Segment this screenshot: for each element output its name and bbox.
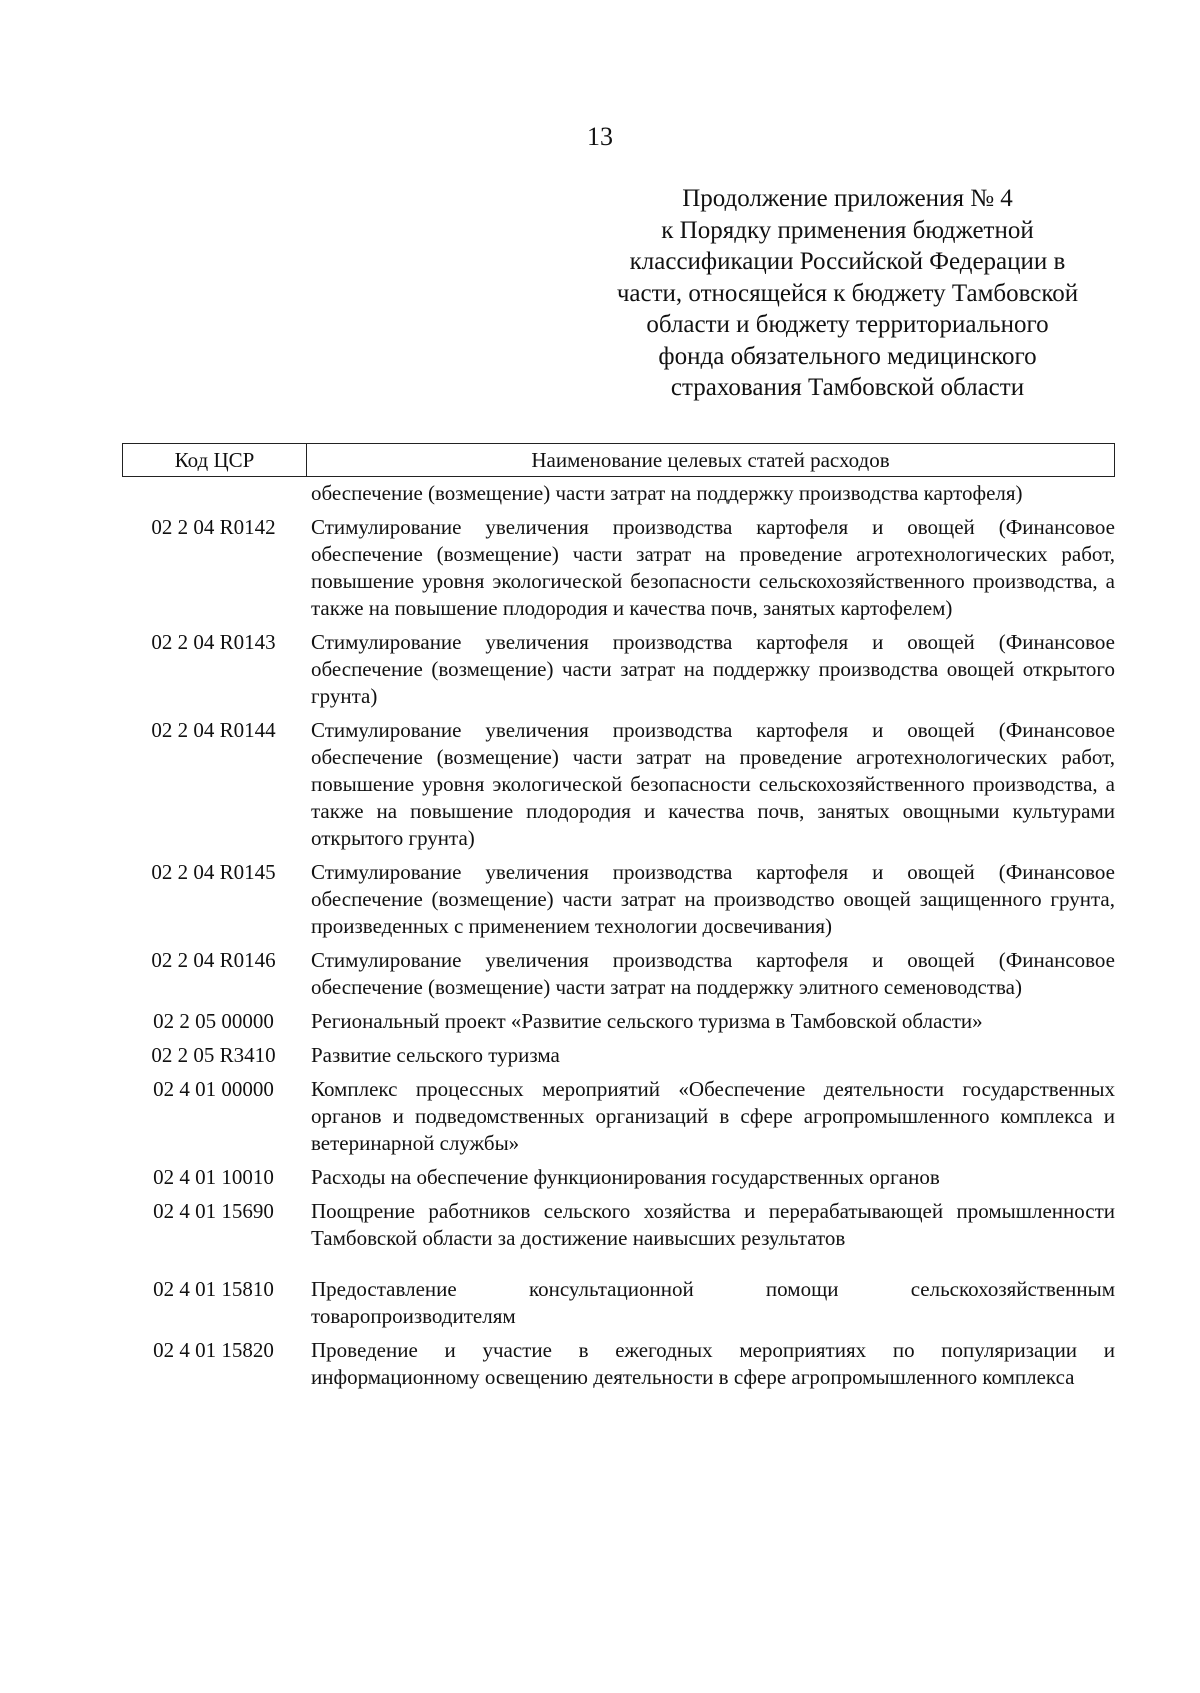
row-code: 02 4 01 10010 <box>153 1165 274 1189</box>
column-header-code: Код ЦСР <box>123 444 307 476</box>
row-code: 02 2 04 R0144 <box>151 718 276 742</box>
table-row <box>122 1276 1115 1330</box>
table-row <box>122 514 1115 622</box>
row-code: 02 2 05 00000 <box>153 1009 274 1033</box>
row-name: Развитие сельского туризма <box>311 1043 560 1067</box>
table-row <box>122 1198 1115 1252</box>
table-row <box>122 480 1115 507</box>
row-name: Проведение и участие в ежегодных мероприятиях по популяризации и информационному освещению деятельности в сфере агропромышленного комплекса <box>311 1338 1115 1389</box>
row-code: 02 2 04 R0145 <box>151 860 276 884</box>
page-number: 13 <box>587 122 613 151</box>
appendix-header-line: части, относящейся к бюджету Тамбовской <box>616 279 1079 307</box>
table-body <box>122 480 1115 1398</box>
row-code: 02 4 01 15690 <box>153 1199 274 1223</box>
row-code: 02 4 01 15820 <box>153 1338 274 1362</box>
column-header-name: Наименование целевых статей расходов <box>531 447 890 472</box>
row-name: Стимулирование увеличения производства картофеля и овощей (Финансовое обеспечение (возмещение) части затрат на производство овощей защищенного грунта, произведенных с применением технологии досвечивания) <box>311 860 1115 938</box>
appendix-header-line: области и бюджету территориального <box>646 311 1049 338</box>
row-code: 02 4 01 00000 <box>153 1077 274 1101</box>
row-code: 02 4 01 15810 <box>153 1277 274 1301</box>
row-name: Стимулирование увеличения производства картофеля и овощей (Финансовое обеспечение (возмещение) части затрат на поддержку производства овощей открытого грунта) <box>311 630 1115 708</box>
table-row <box>122 629 1115 710</box>
table-row <box>122 717 1115 852</box>
appendix-header <box>585 183 1110 404</box>
appendix-header-line: Продолжение приложения № 4 <box>682 185 1013 212</box>
row-name: Предоставление консультационной помощи сельскохозяйственным товаропроизводителям <box>311 1277 1115 1328</box>
row-name: Поощрение работников сельского хозяйства и перерабатывающей промышленности Тамбовской области за достижение наивысших результатов <box>311 1199 1115 1250</box>
table-header <box>122 443 1115 477</box>
appendix-header-line: классификации Российской Федерации в <box>629 248 1066 275</box>
row-code: 02 2 05 R3410 <box>151 1043 276 1067</box>
row-name: обеспечение (возмещение) части затрат на поддержку производства картофеля) <box>311 481 1023 505</box>
table-row <box>122 1337 1115 1391</box>
row-name: Стимулирование увеличения производства картофеля и овощей (Финансовое обеспечение (возмещение) части затрат на поддержку элитного семеноводства) <box>311 948 1115 999</box>
appendix-header-line: фонда обязательного медицинского <box>658 342 1037 370</box>
row-code <box>122 480 305 507</box>
table-row <box>122 947 1115 1001</box>
row-code: 02 2 04 R0142 <box>151 515 276 539</box>
table-row <box>122 1008 1115 1035</box>
row-name: Комплекс процессных мероприятий «Обеспечение деятельности государственных органов и подведомственных организаций в сфере агропромышленного комплекса и ветеринарной службы» <box>311 1077 1115 1155</box>
row-name: Расходы на обеспечение функционирования государственных органов <box>311 1165 940 1189</box>
row-name: Стимулирование увеличения производства картофеля и овощей (Финансовое обеспечение (возмещение) части затрат на проведение агротехнологических работ, повышение уровня экологической безопасности сельскохозяйственного производства, а также на повышение плодородия и качества почв, занятых картофелем) <box>311 515 1115 620</box>
appendix-header-line: страхования Тамбовской области <box>670 374 1025 401</box>
row-code: 02 2 04 R0143 <box>151 630 276 654</box>
table-row <box>122 1076 1115 1157</box>
row-name: Стимулирование увеличения производства картофеля и овощей (Финансовое обеспечение (возмещение) части затрат на проведение агротехнологических работ, повышение уровня экологической безопасности сельскохозяйственного производства, а также на повышение плодородия и качества почв, занятых овощными культурами открытого грунта) <box>311 718 1115 850</box>
row-name: Региональный проект «Развитие сельского туризма в Тамбовской области» <box>311 1009 983 1033</box>
row-code: 02 2 04 R0146 <box>151 948 276 972</box>
table-row <box>122 859 1115 940</box>
table-row <box>122 1042 1115 1069</box>
table-row <box>122 1164 1115 1191</box>
appendix-header-line: к Порядку применения бюджетной <box>661 216 1034 244</box>
